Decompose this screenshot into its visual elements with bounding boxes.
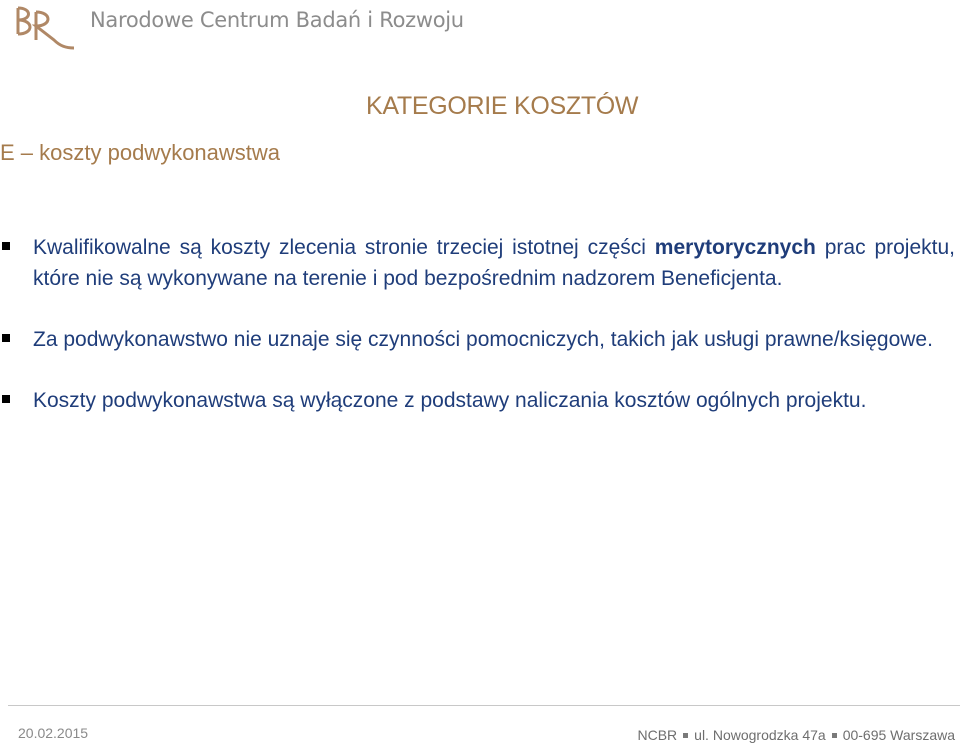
footer-address — [637, 727, 955, 743]
organization-name: Narodowe Centrum Badań i Rozwoju — [90, 8, 464, 32]
bullet-item — [0, 232, 955, 294]
bullet-text: Kwalifikowalne są koszty zlecenia stronie trzeciej istotnej części merytorycznych prac projektu, które nie są wykonywane na terenie i pod bezpośrednim nadzorem Beneficjenta. — [33, 236, 955, 290]
slide-subtitle: E – koszty podwykonawstwa — [0, 140, 281, 165]
square-bullet-icon — [2, 334, 10, 342]
footer-divider — [8, 705, 960, 706]
footer-street: ul. Nowogrodzka 47a — [694, 727, 826, 743]
footer-date: 20.02.2015 — [18, 725, 89, 741]
bullet-list — [0, 232, 955, 446]
separator-square-icon — [832, 733, 837, 738]
separator-square-icon — [683, 733, 688, 738]
footer-city: 00-695 Warszawa — [842, 727, 955, 743]
bullet-text: Koszty podwykonawstwa są wyłączone z podstawy naliczania kosztów ogólnych projektu. — [33, 389, 867, 412]
bullet-item — [0, 324, 955, 355]
ncbr-logo-icon — [14, 4, 82, 50]
square-bullet-icon — [2, 242, 10, 250]
footer-org: NCBR — [637, 727, 678, 743]
slide-title: KATEGORIE KOSZTÓW — [366, 92, 639, 120]
bullet-item — [0, 385, 955, 416]
square-bullet-icon — [2, 395, 10, 403]
bullet-text: Za podwykonawstwo nie uznaje się czynności pomocniczych, takich jak usługi prawne/księgowe. — [33, 328, 933, 351]
